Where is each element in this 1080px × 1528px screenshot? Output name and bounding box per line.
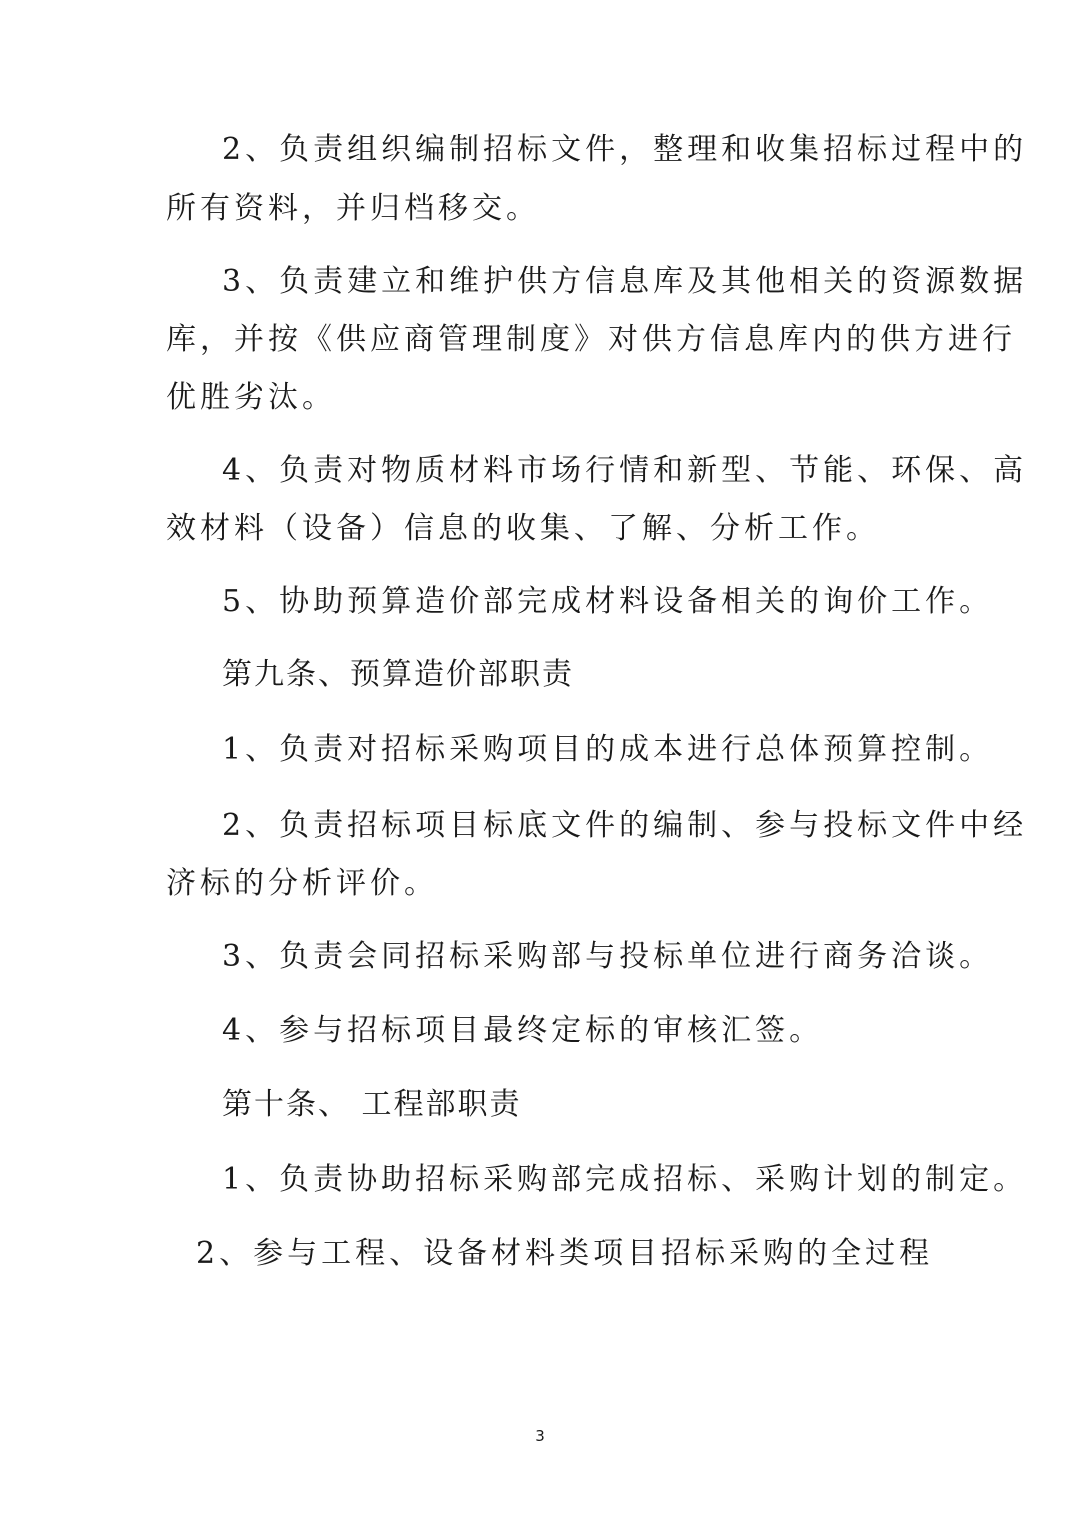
item-2-line-2: 所有资料，并归档移交。 bbox=[166, 191, 540, 226]
item-3-line-3: 优胜劣汰。 bbox=[166, 380, 336, 415]
item-3-line-2: 库，并按《供应商管理制度》对供方信息库内的供方进行 bbox=[166, 322, 1016, 357]
article-10-heading: 第十条、 工程部职责 bbox=[222, 1087, 522, 1122]
article-10-item-1: 1、负责协助招标采购部完成招标、采购计划的制定。 bbox=[222, 1162, 1028, 1197]
article-9-item-3: 3、负责会同招标采购部与投标单位进行商务洽谈。 bbox=[222, 939, 994, 974]
article-9-item-1: 1、负责对招标采购项目的成本进行总体预算控制。 bbox=[222, 732, 994, 767]
page-number: 3 bbox=[535, 1427, 545, 1445]
item-4-line-1: 4、负责对物质材料市场行情和新型、节能、环保、高 bbox=[222, 453, 1028, 488]
item-5-line-1: 5、协助预算造价部完成材料设备相关的询价工作。 bbox=[222, 584, 994, 619]
article-10-item-2: 2、参与工程、设备材料类项目招标采购的全过程 bbox=[196, 1236, 934, 1271]
article-9-heading: 第九条、预算造价部职责 bbox=[222, 657, 574, 692]
article-9-item-4: 4、参与招标项目最终定标的审核汇签。 bbox=[222, 1013, 824, 1048]
item-3-line-1: 3、负责建立和维护供方信息库及其他相关的资源数据 bbox=[222, 264, 1028, 299]
article-9-item-2-line-1: 2、负责招标项目标底文件的编制、参与投标文件中经 bbox=[222, 808, 1028, 843]
item-2-line-1: 2、负责组织编制招标文件，整理和收集招标过程中的 bbox=[222, 132, 1028, 167]
article-9-item-2-line-2: 济标的分析评价。 bbox=[166, 866, 438, 901]
item-4-line-2: 效材料（设备）信息的收集、了解、分析工作。 bbox=[166, 511, 880, 546]
